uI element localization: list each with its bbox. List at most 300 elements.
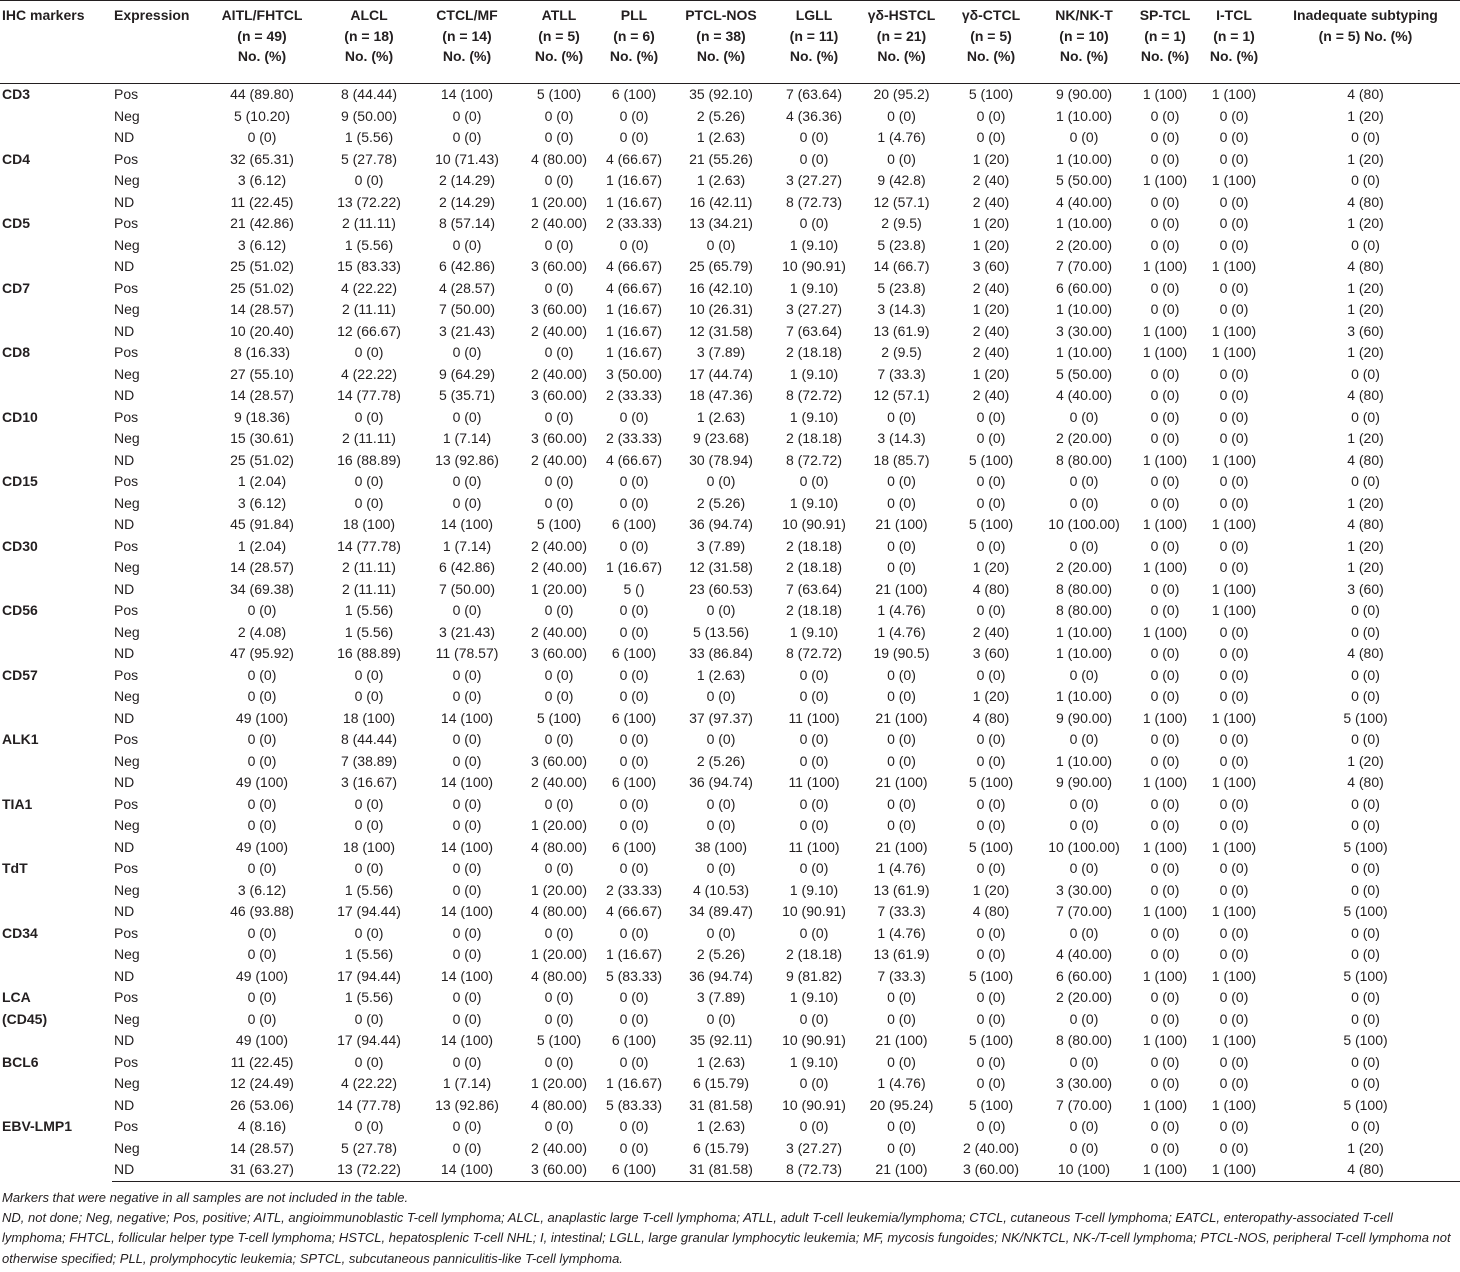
table-cell: 0 (0) <box>452 666 482 683</box>
table-cell: 21 (100) <box>875 838 928 855</box>
table-cell: 3 (7.89) <box>696 537 746 554</box>
table-cell: 25 (65.79) <box>689 258 753 274</box>
marker-name <box>0 923 112 988</box>
table-cell: 0 (0) <box>619 989 649 1005</box>
table-row <box>0 987 1460 1009</box>
table-cell: 13 (92.86) <box>435 451 499 468</box>
table-cell: 4 (80) <box>1347 516 1384 532</box>
table-cell: 0 (0) <box>619 795 649 812</box>
table-cell: 2 (33.33) <box>605 387 663 403</box>
table-cell: 19 (90.5) <box>873 645 930 661</box>
table-cell: 0 (0) <box>1219 731 1249 747</box>
table-cell: 1 (9.10) <box>789 494 839 511</box>
marker-name-line: CD3 <box>2 86 31 102</box>
table-cell: 12 (66.67) <box>337 322 401 339</box>
table-cell: 3 (50.00) <box>605 365 663 382</box>
table-cell: 0 (0) <box>1219 494 1249 511</box>
table-row <box>0 944 1460 966</box>
marker-name-line: LCA <box>2 989 31 1005</box>
table-row <box>0 149 1460 171</box>
table-cell: 5 (100) <box>968 967 1014 984</box>
marker-name <box>0 213 112 278</box>
table-cell: 4 (80.00) <box>530 967 588 984</box>
column-header-5 <box>520 1 598 84</box>
table-cell: 5 (100) <box>968 516 1014 532</box>
table-row <box>0 729 1460 751</box>
table-cell: 49 (100) <box>235 709 289 726</box>
table-row <box>0 1116 1460 1138</box>
column-header-line: IHC markers <box>2 7 85 23</box>
table-cell: 1 (20) <box>1347 1139 1384 1156</box>
table-cell: 2 (9.5) <box>881 344 922 360</box>
table-cell: 10 (90.91) <box>782 903 846 919</box>
table-cell: 0 (0) <box>354 1118 384 1134</box>
table-cell: 0 (0) <box>1150 408 1180 425</box>
table-row <box>0 471 1460 493</box>
table-cell: 0 (0) <box>1150 1118 1180 1134</box>
table-row <box>0 385 1460 407</box>
table-cell: 0 (0) <box>1219 989 1249 1005</box>
column-header-line: PLL <box>620 7 648 23</box>
table-cell: 10 (20.40) <box>230 322 294 339</box>
column-header-14 <box>1271 1 1460 84</box>
table-cell: 0 (0) <box>619 236 649 253</box>
table-cell: 6 (100) <box>611 516 657 532</box>
table-cell: 34 (89.47) <box>689 903 753 919</box>
table-cell: 3 (7.89) <box>696 989 746 1005</box>
table-row <box>0 299 1460 321</box>
expression-label: Neg <box>114 1010 140 1027</box>
table-cell: 0 (0) <box>799 924 829 941</box>
marker-name-line: CD57 <box>2 666 38 683</box>
table-cell: 1 (7.14) <box>442 1075 492 1091</box>
expression-label: ND <box>112 1159 200 1181</box>
table-cell: 0 (0) <box>1219 1075 1249 1091</box>
table-cell: 0 (0) <box>887 107 916 124</box>
expression-label: Neg <box>114 688 140 704</box>
table-cell: 0 (0) <box>1150 215 1180 231</box>
table-cell: 1 (100) <box>1211 516 1257 532</box>
table-cell: 4 (80) <box>1347 86 1384 102</box>
table-cell: 1 (16.67) <box>605 322 663 339</box>
table-cell: 16 (88.89) <box>337 451 401 468</box>
table-cell: 10 (90.91) <box>782 1032 846 1048</box>
table-cell: 7 (63.64) <box>785 580 843 597</box>
table-cell: 7 (63.64) <box>785 86 843 102</box>
table-cell: 5 (100) <box>536 1032 582 1048</box>
marker-name-line: CD5 <box>2 215 31 231</box>
table-cell: 2 (40) <box>972 387 1010 403</box>
table-cell: 0 (0) <box>976 107 1006 124</box>
table-cell: 0 (0) <box>619 924 649 941</box>
column-header-6 <box>598 1 670 84</box>
table-cell: 0 (0) <box>354 688 384 704</box>
table-cell: 5 (100) <box>968 86 1014 102</box>
marker-name <box>0 729 112 794</box>
table-cell: 0 (0) <box>452 494 482 511</box>
column-header-line: (n = 21) <box>876 27 927 44</box>
table-cell: 4 (80) <box>1347 193 1384 210</box>
table-cell: 6 (15.79) <box>692 1139 750 1156</box>
table-cell: 0 (0) <box>1069 817 1099 833</box>
column-header-line: LGLL <box>795 7 833 23</box>
table-cell: 0 (0) <box>544 408 574 425</box>
expression-label: Pos <box>114 86 139 102</box>
table-cell: 0 (0) <box>452 1053 482 1070</box>
table-cell: 21 (100) <box>875 516 928 532</box>
table-row <box>0 622 1460 644</box>
column-header-line: PTCL-NOS <box>685 7 757 23</box>
table-cell: 5 (27.78) <box>340 150 398 167</box>
table-cell: 0 (0) <box>1351 666 1380 683</box>
table-cell: 0 (0) <box>1150 989 1180 1005</box>
table-cell: 8 (80.00) <box>1055 451 1113 468</box>
table-row <box>0 493 1460 515</box>
table-cell: 2 (20.00) <box>1055 430 1113 446</box>
table-cell: 1 (100) <box>1211 172 1257 188</box>
table-cell: 32 (65.31) <box>230 150 294 167</box>
column-header-line: I-TCL <box>1216 7 1252 23</box>
table-cell: 0 (0) <box>544 344 574 360</box>
marker-name <box>0 149 112 214</box>
table-cell: 0 (0) <box>887 989 916 1005</box>
column-header-line: NK/NK-T <box>1055 7 1113 23</box>
table-cell: 6 (60.00) <box>1055 967 1113 984</box>
table-cell: 3 (30.00) <box>1055 322 1113 339</box>
table-cell: 1 (20) <box>972 301 1010 317</box>
table-cell: 10 (26.31) <box>689 301 753 317</box>
table-cell: 6 (100) <box>611 645 657 661</box>
table-cell: 0 (0) <box>887 752 916 769</box>
table-cell: 14 (28.57) <box>230 1139 294 1156</box>
column-header-line: No. (%) <box>1209 48 1259 64</box>
table-row <box>0 557 1460 579</box>
table-cell: 1 (100) <box>1142 1032 1188 1048</box>
table-cell: 0 (0) <box>247 795 277 812</box>
table-cell: 0 (0) <box>887 408 916 425</box>
column-header-line: (n = 14) <box>442 27 492 44</box>
table-cell: 0 (0) <box>1150 150 1180 167</box>
table-cell: 0 (0) <box>1150 924 1180 941</box>
marker-name <box>0 1052 112 1117</box>
table-cell: 49 (100) <box>235 838 289 855</box>
table-row <box>0 923 1460 945</box>
table-cell: 0 (0) <box>619 752 649 769</box>
table-cell: 0 (0) <box>247 1010 277 1027</box>
table-cell: 1 (20) <box>1347 107 1384 124</box>
table-cell: 1 (7.14) <box>442 430 492 446</box>
expression-label: ND <box>114 258 135 274</box>
table-cell: 11 (100) <box>788 774 840 790</box>
table-cell: 0 (0) <box>619 1118 649 1134</box>
table-cell: 6 (100) <box>611 774 657 790</box>
table-cell: 1 (20) <box>1347 559 1384 575</box>
table-cell: 0 (0) <box>544 731 574 747</box>
table-cell: 1 (9.10) <box>789 989 839 1005</box>
table-cell: 1 (5.56) <box>344 236 394 253</box>
table-cell: 2 (9.5) <box>881 215 922 231</box>
table-cell: 0 (0) <box>247 946 277 962</box>
table-cell: 18 (100) <box>342 709 396 726</box>
table-cell: 12 (57.1) <box>873 387 930 403</box>
table-cell: 0 (0) <box>976 473 1006 489</box>
table-cell: 5 (50.00) <box>1055 365 1113 382</box>
table-row <box>0 84 1460 106</box>
expression-label: ND <box>114 322 135 339</box>
table-cell: 0 (0) <box>1351 172 1380 188</box>
table-cell: 3 (60.00) <box>947 1159 1035 1181</box>
table-cell: 1 (10.00) <box>1055 752 1113 769</box>
expression-label: ND <box>114 580 135 597</box>
table-cell: 0 (0) <box>976 666 1006 683</box>
table-cell: 49 (100) <box>235 1032 289 1048</box>
table-cell: 5 (100) <box>536 709 582 726</box>
column-header-line: (n = 38) <box>696 27 746 44</box>
table-cell: 0 (0) <box>452 344 482 360</box>
column-header-1 <box>112 1 200 84</box>
table-cell: 21 (55.26) <box>689 150 753 167</box>
table-cell: 4 (66.67) <box>605 150 663 167</box>
table-cell: 0 (0) <box>1219 150 1249 167</box>
table-cell: 0 (0) <box>452 107 482 124</box>
table-cell: 1 (5.56) <box>344 623 394 640</box>
table-cell: 2 (40.00) <box>530 774 588 790</box>
table-cell: 1 (100) <box>1211 86 1257 102</box>
table-cell: 0 (0) <box>1150 580 1180 597</box>
table-row <box>0 450 1460 472</box>
table-cell: 1 (5.56) <box>344 881 394 898</box>
table-cell: 0 (0) <box>619 408 649 425</box>
table-cell: 0 (0) <box>799 731 829 747</box>
table-cell: 1 (20) <box>972 236 1010 253</box>
table-cell: 0 (0) <box>452 989 482 1005</box>
table-cell: 46 (93.88) <box>230 903 294 919</box>
table-cell: 1 (7.14) <box>442 537 492 554</box>
table-cell: 7 (33.3) <box>877 903 926 919</box>
table-cell: 0 (0) <box>1219 129 1249 145</box>
table-cell: 1 (20.00) <box>530 580 588 597</box>
table-cell: 9 (81.82) <box>785 967 843 984</box>
expression-label: ND <box>114 193 135 210</box>
table-cell: 4 (80) <box>1271 1159 1460 1181</box>
table-cell: 14 (100) <box>440 774 494 790</box>
column-header-line: (n = 18) <box>344 27 394 44</box>
table-cell: 1 (9.10) <box>789 236 839 253</box>
table-body <box>0 84 1460 1182</box>
table-cell: 3 (7.89) <box>696 344 746 360</box>
table-cell: 1 (5.56) <box>344 946 394 962</box>
table-cell: 0 (0) <box>1150 731 1180 747</box>
table-cell: 1 (100) <box>1211 709 1257 726</box>
table-cell: 15 (83.33) <box>337 258 401 274</box>
table-cell: 0 (0) <box>544 666 574 683</box>
table-cell: 0 (0) <box>354 1010 384 1027</box>
table-cell: 4 (80.00) <box>530 150 588 167</box>
table-cell: 2 (14.29) <box>438 172 496 188</box>
table-cell: 0 (0) <box>544 602 574 618</box>
marker-name <box>0 600 112 665</box>
table-cell: 1 (2.04) <box>237 537 287 554</box>
table-cell: 0 (0) <box>1219 408 1249 425</box>
table-cell: 11 (78.57) <box>435 645 499 661</box>
table-row <box>0 192 1460 214</box>
table-cell: 0 (0) <box>887 537 916 554</box>
table-cell: 0 (0) <box>619 537 649 554</box>
table-cell: 5 (100) <box>1343 967 1388 984</box>
table-cell: 1 (100) <box>1211 838 1257 855</box>
table-cell: 5 (23.8) <box>877 279 926 296</box>
table-cell: 34 (69.38) <box>230 580 294 597</box>
table-cell: 23 (60.53) <box>689 580 753 597</box>
table-cell: 0 (0) <box>887 494 916 511</box>
table-cell: 3 (6.12) <box>237 236 287 253</box>
table-cell: 37 (97.37) <box>689 709 753 726</box>
table-cell: 1 (100) <box>1142 559 1188 575</box>
table-cell: 1 (20) <box>1347 150 1384 167</box>
table-cell: 2 (40.00) <box>530 322 588 339</box>
table-cell: 2 (33.33) <box>605 881 663 898</box>
table-cell: 2 (20.00) <box>1055 989 1113 1005</box>
table-cell: 21 (100) <box>875 774 928 790</box>
table-cell: 0 (0) <box>1150 473 1180 489</box>
table-cell: 0 (0) <box>799 795 829 812</box>
table-cell: 0 (0) <box>544 129 574 145</box>
expression-label: ND <box>114 645 135 661</box>
table-cell: 4 (80.00) <box>530 903 588 919</box>
table-cell: 0 (0) <box>1351 602 1380 618</box>
table-footnotes <box>0 1182 1460 1270</box>
table-cell: 0 (0) <box>887 731 916 747</box>
table-cell: 3 (60.00) <box>530 301 588 317</box>
expression-label: Neg <box>114 817 140 833</box>
table-cell: 0 (0) <box>887 559 916 575</box>
column-header-line: γδ-CTCL <box>961 7 1021 23</box>
table-cell: 0 (0) <box>976 817 1006 833</box>
table-cell: 0 (0) <box>354 795 384 812</box>
table-cell: 35 (92.11) <box>689 1032 753 1048</box>
table-cell: 4 (80) <box>1347 774 1384 790</box>
expression-label: ND <box>114 516 135 532</box>
table-row <box>0 837 1460 859</box>
expression-label: ND <box>114 1032 135 1048</box>
table-cell: 9 (23.68) <box>692 430 750 446</box>
table-cell: 5 (83.33) <box>605 967 663 984</box>
table-cell: 2 (18.18) <box>785 946 843 962</box>
table-cell: 4 (22.22) <box>340 365 398 382</box>
footnote-abbreviations: ND, not done; Neg, negative; Pos, positive; AITL, angioimmunoblastic T-cell lymphoma; ALCL, anaplastic large T-cell lymphoma; ATLL, adult T-cell leukemia/lymphoma; CTCL, cutaneous T-cell lymphoma; EATCL, enteropathy-associated T-cell lymphoma; FHTCL, follicular helper type T-cell lymphoma; HSTCL, hepatosplenic T-cell NHL; I, intestinal; LGLL, large granular lymphocytic leukemia; MF, mycosis fungoides; NK/NKTCL, NK-/T-cell lymphoma; PTCL-NOS, peripheral T-cell lymphoma not otherwise specified; PLL, prolymphocytic leukemia; SPTCL, subcutaneous panniculitis-like T-cell lymphoma. <box>2 1209 1451 1266</box>
table-cell: 0 (0) <box>1150 537 1180 554</box>
table-cell: 10 (71.43) <box>435 150 499 167</box>
table-cell: 12 (24.49) <box>230 1075 294 1091</box>
marker-name <box>0 471 112 536</box>
table-cell: 0 (0) <box>544 1053 574 1070</box>
table-cell: 0 (0) <box>1069 1053 1099 1070</box>
table-cell: 9 (50.00) <box>340 107 398 124</box>
table-cell: 0 (0) <box>1150 430 1180 446</box>
table-cell: 31 (63.27) <box>200 1159 324 1181</box>
table-cell: 4 (80) <box>972 709 1010 726</box>
table-cell: 3 (60) <box>972 258 1010 274</box>
table-cell: 2 (40.00) <box>530 365 588 382</box>
table-cell: 2 (5.26) <box>696 946 746 962</box>
table-cell: 8 (80.00) <box>1055 602 1113 618</box>
table-cell: 1 (10.00) <box>1055 150 1113 167</box>
column-header-line: No. (%) <box>1140 48 1190 64</box>
table-cell: 1 (16.67) <box>605 344 663 360</box>
table-cell: 0 (0) <box>706 688 736 704</box>
table-cell: 10 (100) <box>1035 1159 1133 1181</box>
table-cell: 1 (20.00) <box>530 881 588 898</box>
table-cell: 0 (0) <box>1351 946 1380 962</box>
table-cell: 1 (100) <box>1142 903 1188 919</box>
table-cell: 0 (0) <box>706 817 736 833</box>
table-cell: 0 (0) <box>247 989 277 1005</box>
table-cell: 3 (14.3) <box>877 430 926 446</box>
table-row <box>0 772 1460 794</box>
table-cell: 6 (100) <box>598 1159 670 1181</box>
table-cell: 1 (100) <box>1211 258 1257 274</box>
table-cell: 2 (33.33) <box>605 215 663 231</box>
table-cell: 0 (0) <box>619 731 649 747</box>
table-cell: 9 (64.29) <box>438 365 496 382</box>
column-header-line: ATLL <box>541 7 577 23</box>
table-cell: 0 (0) <box>1219 365 1249 382</box>
table-cell: 0 (0) <box>976 129 1006 145</box>
table-cell: 5 () <box>623 580 645 597</box>
expression-label: ND <box>114 451 135 468</box>
table-cell: 0 (0) <box>1351 1075 1380 1091</box>
table-cell: 3 (60.00) <box>530 645 588 661</box>
table-cell: 14 (28.57) <box>230 559 294 575</box>
table-row <box>0 278 1460 300</box>
table-row <box>0 1095 1460 1117</box>
table-cell: 14 (100) <box>440 967 494 984</box>
table-cell: 0 (0) <box>1150 666 1180 683</box>
table-cell: 3 (16.67) <box>340 774 398 790</box>
table-cell: 0 (0) <box>1150 946 1180 962</box>
table-cell: 1 (16.67) <box>605 172 663 188</box>
table-row <box>0 1159 1460 1181</box>
table-cell: 5 (27.78) <box>340 1139 398 1156</box>
table-cell: 0 (0) <box>452 688 482 704</box>
table-cell: 3 (6.12) <box>237 172 287 188</box>
column-header-line: No. (%) <box>344 48 394 64</box>
expression-label: Neg <box>114 301 140 317</box>
table-cell: 1 (20) <box>972 881 1010 898</box>
table-cell: 1 (2.63) <box>696 1118 746 1134</box>
table-cell: 0 (0) <box>1150 301 1180 317</box>
column-header-line: Expression <box>114 7 190 23</box>
table-cell: 0 (0) <box>1150 752 1180 769</box>
table-cell: 0 (0) <box>1351 623 1380 640</box>
table-cell: 13 (34.21) <box>689 215 753 231</box>
table-cell: 0 (0) <box>1150 107 1180 124</box>
table-cell: 0 (0) <box>1069 795 1099 812</box>
table-cell: 2 (40) <box>972 193 1010 210</box>
table-cell: 1 (100) <box>1142 623 1188 640</box>
marker-name <box>0 987 112 1052</box>
table-cell: 1 (4.76) <box>877 623 926 640</box>
table-cell: 0 (0) <box>619 688 649 704</box>
table-cell: 11 (22.45) <box>230 193 294 210</box>
table-row <box>0 1030 1460 1052</box>
table-cell: 2 (18.18) <box>785 537 843 554</box>
table-row <box>0 686 1460 708</box>
table-cell: 2 (33.33) <box>605 430 663 446</box>
expression-label: Pos <box>114 731 139 747</box>
column-header-line: CTCL/MF <box>436 7 498 23</box>
marker-name-line: CD56 <box>2 602 38 618</box>
